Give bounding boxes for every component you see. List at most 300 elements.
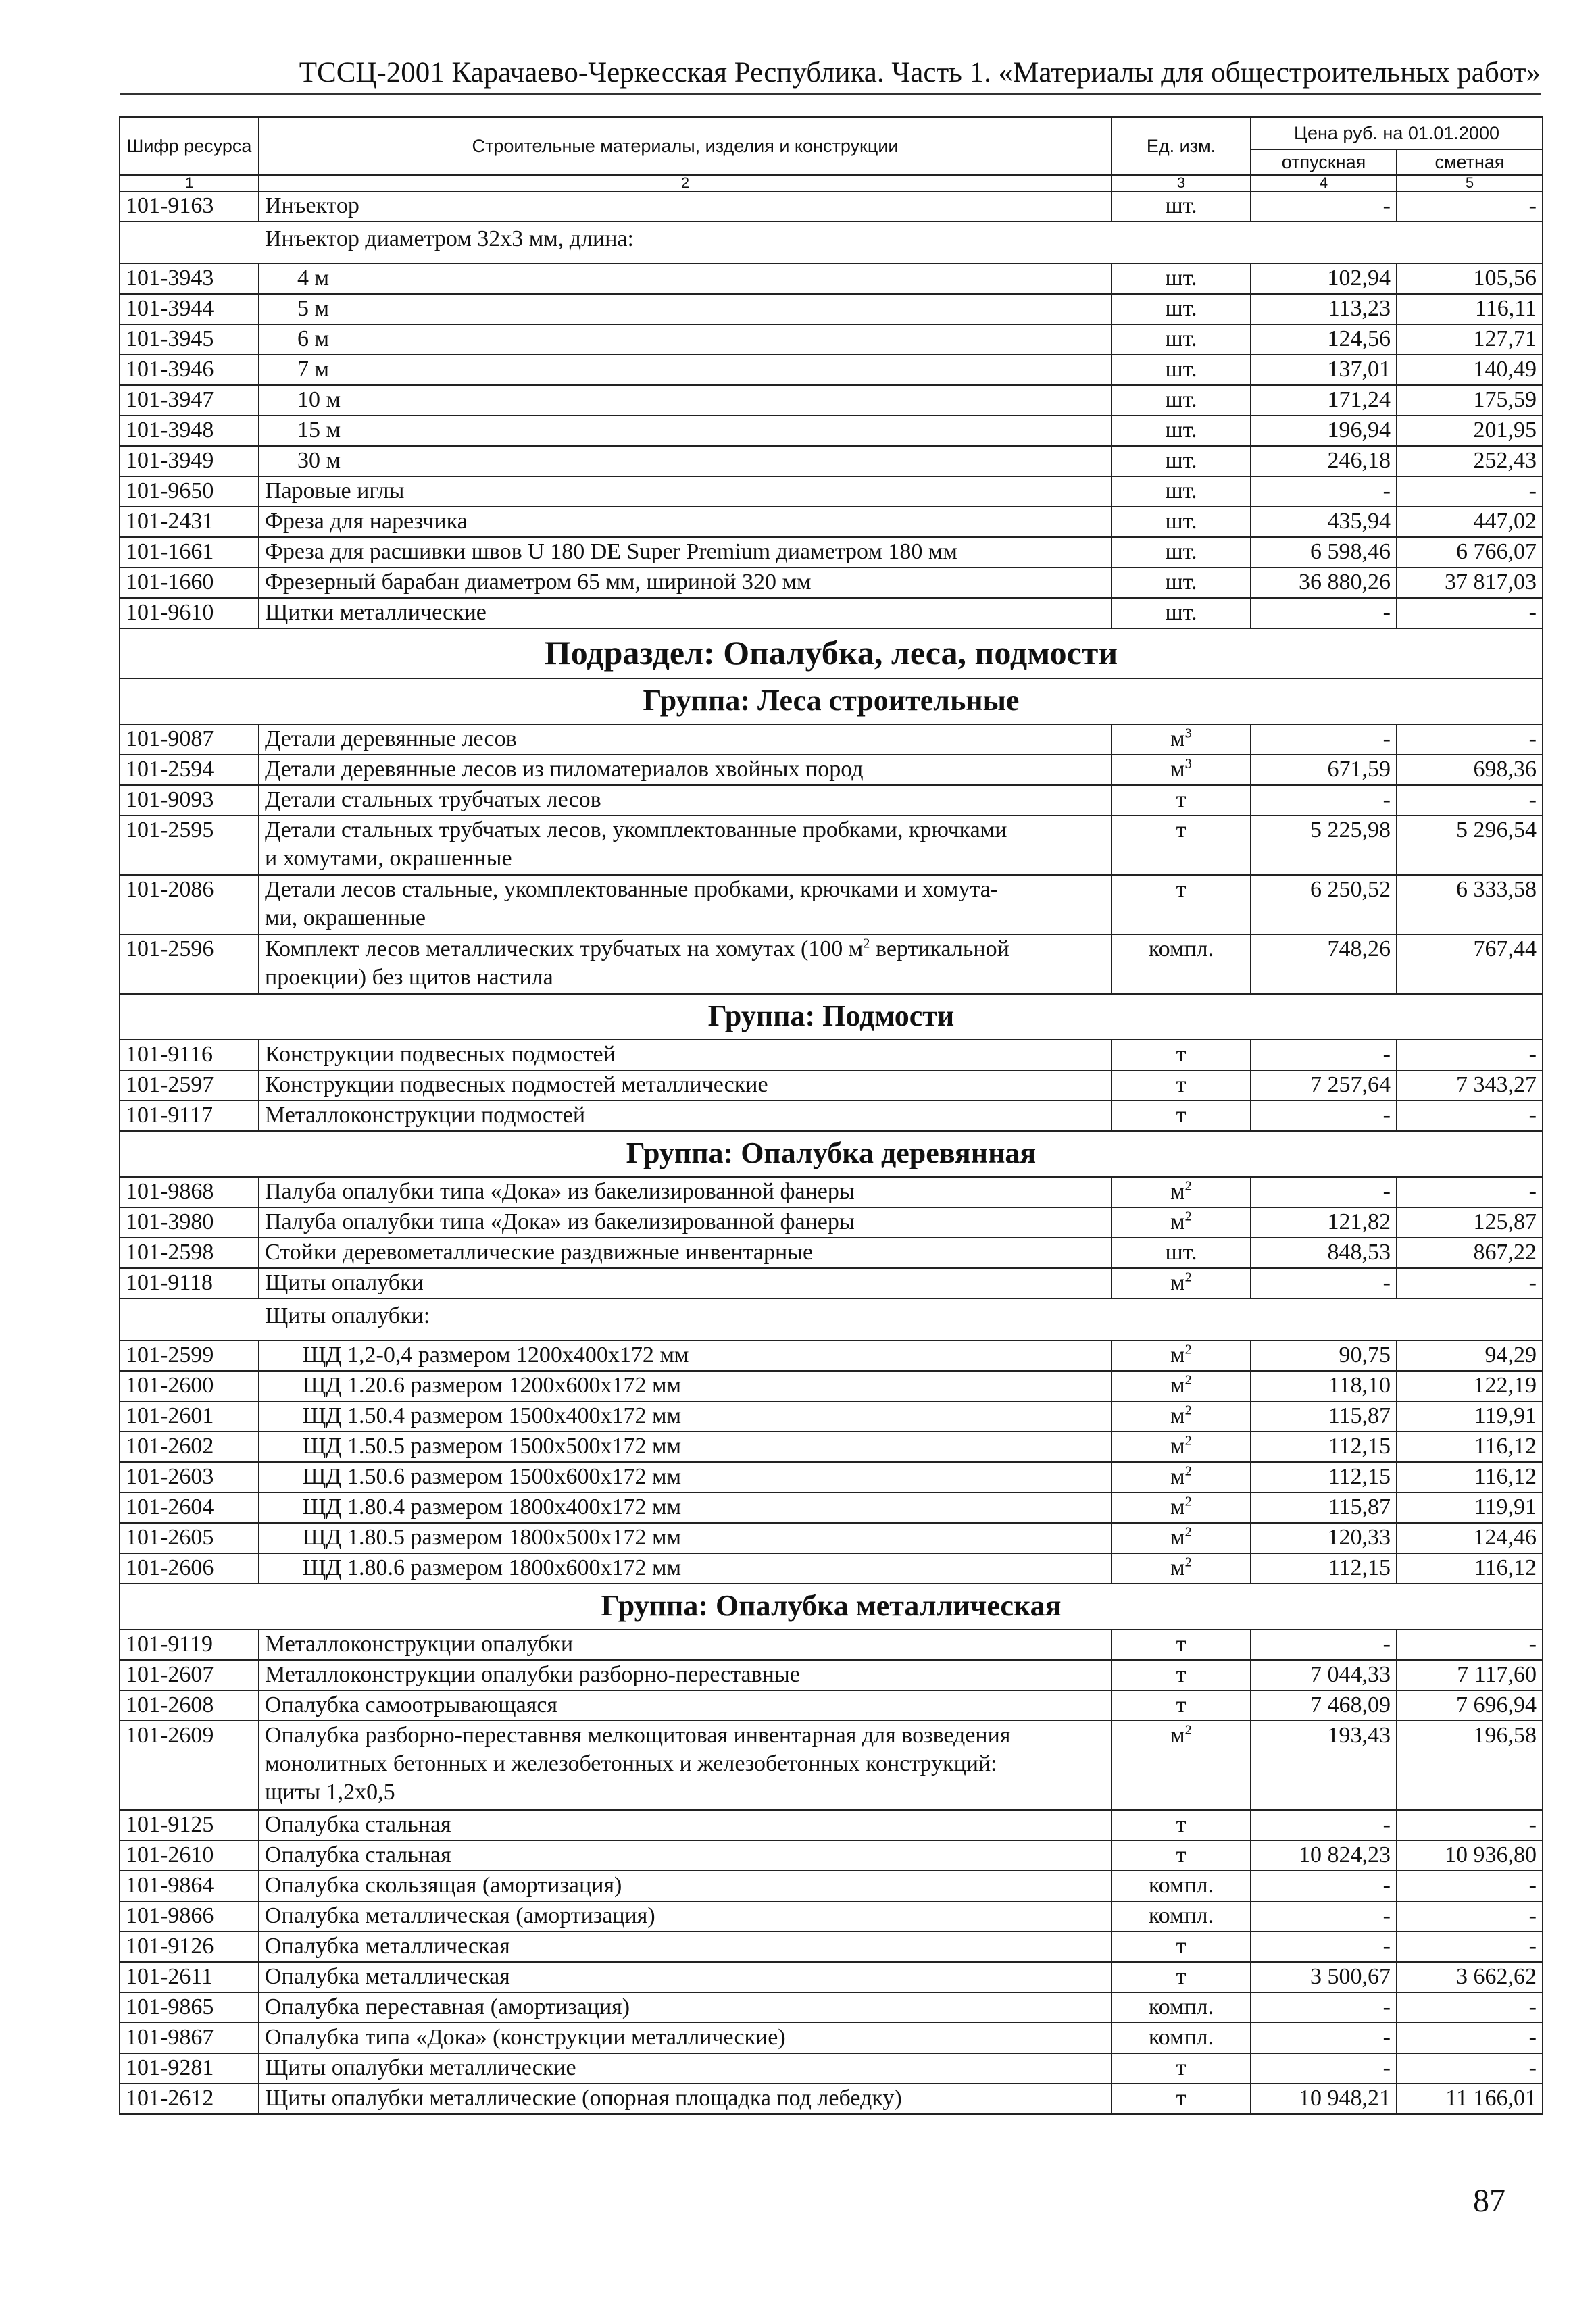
- table-row: [120, 1268, 1543, 1299]
- estimate-price: 105,56: [1397, 263, 1543, 294]
- estimate-price: 6 766,07: [1397, 537, 1543, 568]
- material-name: Фрезерный барабан диаметром 65 мм, шириной 320 мм: [259, 568, 1112, 598]
- resource-code: 101-1661: [120, 537, 259, 568]
- estimate-price: 252,43: [1397, 446, 1543, 476]
- material-name: ЩД 1.80.6 размером 1800х600х172 мм: [259, 1553, 1112, 1584]
- table-row: [120, 507, 1543, 537]
- material-name: 10 м: [259, 385, 1112, 416]
- group-row: [120, 994, 1543, 1040]
- material-name: Щиты опалубки: [259, 1268, 1112, 1299]
- material-name: 6 м: [259, 324, 1112, 355]
- resource-code: 101-2602: [120, 1432, 259, 1462]
- resource-code: 101-2605: [120, 1523, 259, 1553]
- material-name: 30 м: [259, 446, 1112, 476]
- unit: шт.: [1112, 385, 1251, 416]
- unit: $м^2$: [1112, 1721, 1251, 1810]
- table-row: [120, 1040, 1543, 1070]
- resource-code: 101-2596: [120, 934, 259, 994]
- resource-code: 101-9116: [120, 1040, 259, 1070]
- release-price: 7 257,64: [1251, 1070, 1397, 1101]
- table-row: [120, 1401, 1543, 1432]
- release-price: 6 250,52: [1251, 875, 1397, 934]
- unit: $м^2$: [1112, 1401, 1251, 1432]
- release-price: -: [1251, 1177, 1397, 1207]
- unit: т: [1112, 1070, 1251, 1101]
- release-price: -: [1251, 785, 1397, 815]
- estimate-price: -: [1397, 598, 1543, 628]
- resource-code: 101-9610: [120, 598, 259, 628]
- estimate-price: -: [1397, 2023, 1543, 2053]
- release-price: 748,26: [1251, 934, 1397, 994]
- unit: компл.: [1112, 1992, 1251, 2023]
- estimate-price: 116,12: [1397, 1432, 1543, 1462]
- material-name: 4 м: [259, 263, 1112, 294]
- release-price: -: [1251, 1630, 1397, 1660]
- material-name: Детали стальных трубчатых лесов: [259, 785, 1112, 815]
- resource-code: 101-2600: [120, 1371, 259, 1401]
- table-row: [120, 1492, 1543, 1523]
- resource-code: 101-9118: [120, 1268, 259, 1299]
- subsection-row: [120, 628, 1543, 678]
- table-row: [120, 2084, 1543, 2114]
- unit: $м^3$: [1112, 724, 1251, 755]
- table-row: [120, 568, 1543, 598]
- material-name: Опалубка стальная: [259, 1810, 1112, 1840]
- material-name: Щитки металлические: [259, 598, 1112, 628]
- resource-code: 101-2610: [120, 1840, 259, 1871]
- unit: т: [1112, 815, 1251, 875]
- release-price: 137,01: [1251, 355, 1397, 385]
- unit: компл.: [1112, 1901, 1251, 1932]
- table-row: [120, 724, 1543, 755]
- release-price: 193,43: [1251, 1721, 1397, 1810]
- resource-code: 101-9093: [120, 785, 259, 815]
- release-price: 7 044,33: [1251, 1660, 1397, 1690]
- material-name: Стойки деревометаллические раздвижные инвентарные: [259, 1238, 1112, 1268]
- resource-code: 101-2598: [120, 1238, 259, 1268]
- unit: т: [1112, 2053, 1251, 2084]
- estimate-price: -: [1397, 1101, 1543, 1131]
- material-name: 7 м: [259, 355, 1112, 385]
- estimate-price: -: [1397, 785, 1543, 815]
- table-row: [120, 1660, 1543, 1690]
- resource-code: 101-2595: [120, 815, 259, 875]
- resource-code: 101-9126: [120, 1932, 259, 1962]
- unit: $м^2$: [1112, 1432, 1251, 1462]
- table-row: [120, 1690, 1543, 1721]
- estimate-price: 94,29: [1397, 1340, 1543, 1371]
- release-price: 115,87: [1251, 1492, 1397, 1523]
- unit: шт.: [1112, 294, 1251, 324]
- estimate-price: 124,46: [1397, 1523, 1543, 1553]
- material-name: Конструкции подвесных подмостей металлические: [259, 1070, 1112, 1101]
- material-name: Опалубка разборно-переставнвя мелкощитовая инвентарная для возведения монолитных бетонных и железобетонных и железобетонных конструкций: щиты 1,2х0,5: [259, 1721, 1112, 1810]
- release-price: -: [1251, 1040, 1397, 1070]
- table-row: [120, 1070, 1543, 1101]
- material-name: Детали деревянные лесов из пиломатериалов хвойных пород: [259, 755, 1112, 785]
- unit: $м^2$: [1112, 1340, 1251, 1371]
- unit: $м^2$: [1112, 1207, 1251, 1238]
- release-price: -: [1251, 1810, 1397, 1840]
- resource-code: 101-9119: [120, 1630, 259, 1660]
- release-price: 5 225,98: [1251, 815, 1397, 875]
- material-name: Палуба опалубки типа «Дока» из бакелизированной фанеры: [259, 1177, 1112, 1207]
- resource-code: 101-3945: [120, 324, 259, 355]
- header-unit: Ед. изм.: [1112, 117, 1251, 175]
- resource-code: 101-2597: [120, 1070, 259, 1101]
- release-price: -: [1251, 1268, 1397, 1299]
- resource-code: 101-1660: [120, 568, 259, 598]
- table-row: [120, 1553, 1543, 1584]
- resource-code: 101-9867: [120, 2023, 259, 2053]
- estimate-price: 698,36: [1397, 755, 1543, 785]
- unit: т: [1112, 785, 1251, 815]
- table-row: [120, 1962, 1543, 1992]
- release-price: 112,15: [1251, 1553, 1397, 1584]
- resource-code: 101-2604: [120, 1492, 259, 1523]
- unit: $м^3$: [1112, 755, 1251, 785]
- release-price: 246,18: [1251, 446, 1397, 476]
- estimate-price: -: [1397, 1268, 1543, 1299]
- estimate-price: 3 662,62: [1397, 1962, 1543, 1992]
- table-row: [120, 1932, 1543, 1962]
- estimate-price: 119,91: [1397, 1401, 1543, 1432]
- release-price: 435,94: [1251, 507, 1397, 537]
- unit: $м^2$: [1112, 1462, 1251, 1492]
- unit: т: [1112, 1840, 1251, 1871]
- material-name: Фреза для нарезчика: [259, 507, 1112, 537]
- material-name: Детали деревянные лесов: [259, 724, 1112, 755]
- estimate-price: 7 343,27: [1397, 1070, 1543, 1101]
- material-name: Опалубка скользящая (амортизация): [259, 1871, 1112, 1901]
- estimate-price: -: [1397, 2053, 1543, 2084]
- resource-code: 101-9866: [120, 1901, 259, 1932]
- estimate-price: -: [1397, 191, 1543, 222]
- header-code: Шифр ресурса: [120, 117, 259, 175]
- table-row: [120, 785, 1543, 815]
- table-row: [120, 1871, 1543, 1901]
- resource-code: 101-3947: [120, 385, 259, 416]
- unit: шт.: [1112, 191, 1251, 222]
- header-col-number: 2: [259, 175, 1112, 191]
- material-name: Щиты опалубки металлические (опорная площадка под лебедку): [259, 2084, 1112, 2114]
- subheading-shields: Щиты опалубки:: [120, 1299, 1543, 1340]
- release-price: 120,33: [1251, 1523, 1397, 1553]
- estimate-price: -: [1397, 1992, 1543, 2023]
- release-price: -: [1251, 1992, 1397, 2023]
- unit: $м^2$: [1112, 1523, 1251, 1553]
- estimate-price: -: [1397, 1810, 1543, 1840]
- release-price: -: [1251, 724, 1397, 755]
- release-price: 112,15: [1251, 1462, 1397, 1492]
- resource-code: 101-9117: [120, 1101, 259, 1131]
- table-row: [120, 1462, 1543, 1492]
- materials-table: [119, 116, 1543, 2115]
- table-row: [120, 1177, 1543, 1207]
- header-col-number: 3: [1112, 175, 1251, 191]
- material-name: ЩД 1.80.4 размером 1800х400х172 мм: [259, 1492, 1112, 1523]
- resource-code: 101-2609: [120, 1721, 259, 1810]
- estimate-price: 6 333,58: [1397, 875, 1543, 934]
- release-price: -: [1251, 1932, 1397, 1962]
- release-price: 102,94: [1251, 263, 1397, 294]
- estimate-price: 116,12: [1397, 1553, 1543, 1584]
- estimate-price: 7 117,60: [1397, 1660, 1543, 1690]
- unit: т: [1112, 1962, 1251, 1992]
- release-price: 90,75: [1251, 1340, 1397, 1371]
- resource-code: 101-9125: [120, 1810, 259, 1840]
- release-price: -: [1251, 1101, 1397, 1131]
- subheading-row: [120, 222, 1543, 263]
- unit: т: [1112, 1690, 1251, 1721]
- group-title-metal: Группа: Опалубка металлическая: [120, 1584, 1543, 1630]
- estimate-price: -: [1397, 1871, 1543, 1901]
- release-price: 36 880,26: [1251, 568, 1397, 598]
- unit: шт.: [1112, 568, 1251, 598]
- resource-code: 101-2601: [120, 1401, 259, 1432]
- header-col-number: 4: [1251, 175, 1397, 191]
- material-name: ЩД 1.20.6 размером 1200х600х172 мм: [259, 1371, 1112, 1401]
- resource-code: 101-2611: [120, 1962, 259, 1992]
- material-name: ЩД 1.50.4 размером 1500х400х172 мм: [259, 1401, 1112, 1432]
- estimate-price: 140,49: [1397, 355, 1543, 385]
- subheading-row: [120, 1299, 1543, 1340]
- unit: шт.: [1112, 446, 1251, 476]
- estimate-price: 37 817,03: [1397, 568, 1543, 598]
- release-price: 115,87: [1251, 1401, 1397, 1432]
- unit: шт.: [1112, 1238, 1251, 1268]
- table-row: [120, 755, 1543, 785]
- resource-code: 101-2603: [120, 1462, 259, 1492]
- header-estimate-price: сметная: [1397, 149, 1543, 175]
- release-price: -: [1251, 598, 1397, 628]
- resource-code: 101-2086: [120, 875, 259, 934]
- group-title-wood: Группа: Опалубка деревянная: [120, 1131, 1543, 1177]
- estimate-price: 867,22: [1397, 1238, 1543, 1268]
- unit: $м^2$: [1112, 1371, 1251, 1401]
- resource-code: 101-2606: [120, 1553, 259, 1584]
- table-row: [120, 537, 1543, 568]
- unit: шт.: [1112, 355, 1251, 385]
- resource-code: 101-3943: [120, 263, 259, 294]
- material-name: Комплект лесов металлических трубчатых на хомутах (100 $м^2$ вертикальной проекции) без щитов настила: [259, 934, 1112, 994]
- release-price: 124,56: [1251, 324, 1397, 355]
- unit: $м^2$: [1112, 1553, 1251, 1584]
- resource-code: 101-9864: [120, 1871, 259, 1901]
- material-name: Металлоконструкции опалубки разборно-переставные: [259, 1660, 1112, 1690]
- material-name: Металлоконструкции опалубки: [259, 1630, 1112, 1660]
- table-row: [120, 1721, 1543, 1810]
- table-row: [120, 875, 1543, 934]
- unit: т: [1112, 1660, 1251, 1690]
- table-row: [120, 191, 1543, 222]
- unit: компл.: [1112, 2023, 1251, 2053]
- material-name: Щиты опалубки металлические: [259, 2053, 1112, 2084]
- estimate-price: -: [1397, 1040, 1543, 1070]
- estimate-price: 767,44: [1397, 934, 1543, 994]
- table-row: [120, 1992, 1543, 2023]
- estimate-price: 201,95: [1397, 416, 1543, 446]
- unit: $м^2$: [1112, 1177, 1251, 1207]
- resource-code: 101-2599: [120, 1340, 259, 1371]
- table-row: [120, 1630, 1543, 1660]
- estimate-price: -: [1397, 476, 1543, 507]
- group-row: [120, 1584, 1543, 1630]
- table-row: [120, 1371, 1543, 1401]
- table-row: [120, 934, 1543, 994]
- unit: шт.: [1112, 476, 1251, 507]
- resource-code: 101-9868: [120, 1177, 259, 1207]
- resource-code: 101-2608: [120, 1690, 259, 1721]
- release-price: 10 948,21: [1251, 2084, 1397, 2114]
- resource-code: 101-9163: [120, 191, 259, 222]
- table-row: [120, 1207, 1543, 1238]
- resource-code: 101-2612: [120, 2084, 259, 2114]
- resource-code: 101-9650: [120, 476, 259, 507]
- resource-code: 101-3946: [120, 355, 259, 385]
- estimate-price: 119,91: [1397, 1492, 1543, 1523]
- group-title-platforms: Группа: Подмости: [120, 994, 1543, 1040]
- page-header: ТССЦ-2001 Карачаево-Черкесская Республика. Часть 1. «Материалы для общестроительных работ»: [299, 57, 1541, 89]
- group-row: [120, 678, 1543, 724]
- material-name: ЩД 1.50.6 размером 1500х600х172 мм: [259, 1462, 1112, 1492]
- material-name: Конструкции подвесных подмостей: [259, 1040, 1112, 1070]
- material-name: 15 м: [259, 416, 1112, 446]
- table-row: [120, 416, 1543, 446]
- unit: шт.: [1112, 324, 1251, 355]
- resource-code: 101-2607: [120, 1660, 259, 1690]
- table-row: [120, 1238, 1543, 1268]
- estimate-price: 196,58: [1397, 1721, 1543, 1810]
- table-row: [120, 1901, 1543, 1932]
- table-row: [120, 1101, 1543, 1131]
- estimate-price: 125,87: [1397, 1207, 1543, 1238]
- resource-code: 101-3948: [120, 416, 259, 446]
- table-row: [120, 1432, 1543, 1462]
- unit: шт.: [1112, 416, 1251, 446]
- release-price: 118,10: [1251, 1371, 1397, 1401]
- resource-code: 101-3944: [120, 294, 259, 324]
- resource-code: 101-9281: [120, 2053, 259, 2084]
- material-name: Палуба опалубки типа «Дока» из бакелизированной фанеры: [259, 1207, 1112, 1238]
- header-col-number: 5: [1397, 175, 1543, 191]
- unit: т: [1112, 1932, 1251, 1962]
- estimate-price: -: [1397, 1901, 1543, 1932]
- table-row: [120, 294, 1543, 324]
- unit: т: [1112, 1040, 1251, 1070]
- release-price: 7 468,09: [1251, 1690, 1397, 1721]
- release-price: 10 824,23: [1251, 1840, 1397, 1871]
- material-name: 5 м: [259, 294, 1112, 324]
- estimate-price: 5 296,54: [1397, 815, 1543, 875]
- material-name: Опалубка переставная (амортизация): [259, 1992, 1112, 2023]
- table-row: [120, 1810, 1543, 1840]
- release-price: -: [1251, 191, 1397, 222]
- unit: т: [1112, 1810, 1251, 1840]
- release-price: 112,15: [1251, 1432, 1397, 1462]
- unit: т: [1112, 875, 1251, 934]
- resource-code: 101-2594: [120, 755, 259, 785]
- release-price: 121,82: [1251, 1207, 1397, 1238]
- table-row: [120, 263, 1543, 294]
- estimate-price: -: [1397, 1177, 1543, 1207]
- group-row: [120, 1131, 1543, 1177]
- table-row: [120, 1523, 1543, 1553]
- header-price: Цена руб. на 01.01.2000: [1251, 117, 1543, 149]
- release-price: 3 500,67: [1251, 1962, 1397, 1992]
- resource-code: 101-2431: [120, 507, 259, 537]
- table-row: [120, 385, 1543, 416]
- table-row: [120, 446, 1543, 476]
- release-price: -: [1251, 1901, 1397, 1932]
- unit: компл.: [1112, 1871, 1251, 1901]
- group-title-scaffold: Группа: Леса строительные: [120, 678, 1543, 724]
- estimate-price: 447,02: [1397, 507, 1543, 537]
- resource-code: 101-3980: [120, 1207, 259, 1238]
- estimate-price: 11 166,01: [1397, 2084, 1543, 2114]
- table-row: [120, 324, 1543, 355]
- resource-code: 101-9865: [120, 1992, 259, 2023]
- estimate-price: -: [1397, 1932, 1543, 1962]
- table-row: [120, 598, 1543, 628]
- release-price: -: [1251, 2023, 1397, 2053]
- material-name: ЩД 1.80.5 размером 1800х500х172 мм: [259, 1523, 1112, 1553]
- unit: т: [1112, 1101, 1251, 1131]
- material-name: Инъектор: [259, 191, 1112, 222]
- unit: шт.: [1112, 537, 1251, 568]
- release-price: -: [1251, 1871, 1397, 1901]
- subsection-title: Подраздел: Опалубка, леса, подмости: [120, 628, 1543, 678]
- estimate-price: -: [1397, 1630, 1543, 1660]
- material-name: Металлоконструкции подмостей: [259, 1101, 1112, 1131]
- table-row: [120, 355, 1543, 385]
- estimate-price: -: [1397, 724, 1543, 755]
- estimate-price: 116,11: [1397, 294, 1543, 324]
- resource-code: 101-3949: [120, 446, 259, 476]
- header-rule: [120, 93, 1541, 95]
- estimate-price: 116,12: [1397, 1462, 1543, 1492]
- unit: компл.: [1112, 934, 1251, 994]
- material-name: Опалубка типа «Дока» (конструкции металлические): [259, 2023, 1112, 2053]
- unit: т: [1112, 1630, 1251, 1660]
- estimate-price: 122,19: [1397, 1371, 1543, 1401]
- material-name: Опалубка стальная: [259, 1840, 1112, 1871]
- release-price: -: [1251, 476, 1397, 507]
- estimate-price: 7 696,94: [1397, 1690, 1543, 1721]
- release-price: 671,59: [1251, 755, 1397, 785]
- material-name: Фреза для расшивки швов U 180 DE Super Premium диаметром 180 мм: [259, 537, 1112, 568]
- material-name: Опалубка металлическая: [259, 1932, 1112, 1962]
- estimate-price: 127,71: [1397, 324, 1543, 355]
- page-number: 87: [1473, 2183, 1505, 2219]
- unit: т: [1112, 2084, 1251, 2114]
- material-name: ЩД 1.50.5 размером 1500х500х172 мм: [259, 1432, 1112, 1462]
- subheading-injector: Инъектор диаметром 32х3 мм, длина:: [120, 222, 1543, 263]
- material-name: Детали стальных трубчатых лесов, укомплектованные пробками, крючками и хомутами, окрашенные: [259, 815, 1112, 875]
- header-release-price: отпускная: [1251, 149, 1397, 175]
- material-name: Паровые иглы: [259, 476, 1112, 507]
- table-row: [120, 2023, 1543, 2053]
- material-name: Детали лесов стальные, укомплектованные пробками, крючками и хомута- ми, окрашенные: [259, 875, 1112, 934]
- material-name: Опалубка металлическая (амортизация): [259, 1901, 1112, 1932]
- unit: шт.: [1112, 507, 1251, 537]
- estimate-price: 10 936,80: [1397, 1840, 1543, 1871]
- release-price: 848,53: [1251, 1238, 1397, 1268]
- table-row: [120, 815, 1543, 875]
- release-price: 196,94: [1251, 416, 1397, 446]
- release-price: 113,23: [1251, 294, 1397, 324]
- release-price: -: [1251, 2053, 1397, 2084]
